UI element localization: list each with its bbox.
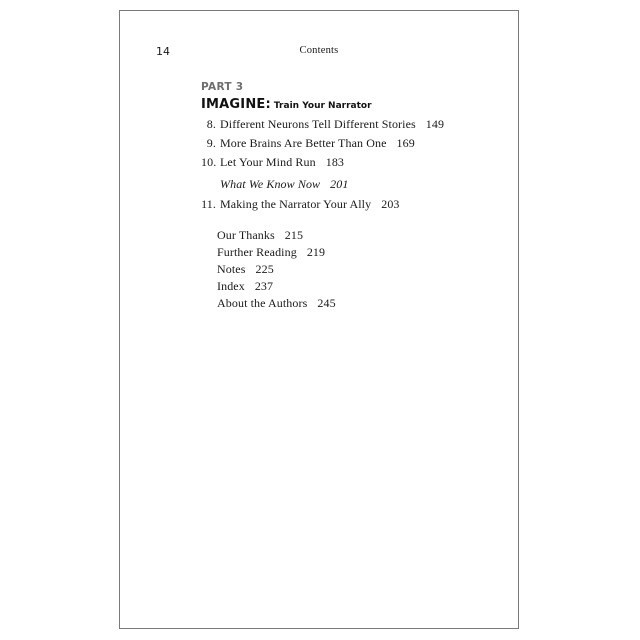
chapter-title: Different Neurons Tell Different Stories (220, 117, 416, 131)
toc-entry-chapter-10 (201, 155, 344, 170)
back-matter-page: 245 (317, 296, 336, 310)
toc-entry-our-thanks (217, 228, 303, 243)
toc-entry-chapter-11 (201, 197, 400, 212)
chapter-number: 8. (206, 117, 216, 131)
chapter-title: Making the Narrator Your Ally (220, 197, 372, 211)
back-matter-title: Index (217, 279, 245, 293)
chapter-title: Let Your Mind Run (220, 155, 316, 169)
chapter-number: 10. (201, 155, 217, 169)
toc-entry-further-reading (217, 245, 325, 260)
book-page (119, 10, 519, 629)
chapter-page: 149 (425, 117, 445, 131)
chapter-number: 11. (201, 197, 216, 211)
chapter-page: 169 (396, 136, 415, 150)
back-matter-title: Notes (217, 262, 246, 276)
interlude-page: 201 (330, 177, 349, 191)
back-matter-title: Our Thanks (217, 228, 275, 242)
toc-entry-about-the-authors (217, 296, 336, 311)
toc-entry-index (217, 279, 273, 294)
toc-entry-chapter-8 (201, 117, 444, 132)
back-matter-page: 215 (284, 228, 304, 242)
back-matter-page: 225 (255, 262, 274, 276)
back-matter-page: 219 (306, 245, 326, 259)
part-title-sub: Train Your Narrator (273, 101, 372, 111)
toc-entry-chapter-9 (201, 136, 415, 151)
back-matter-title: Further Reading (217, 245, 297, 259)
page-number: 14 (156, 45, 170, 58)
part-title-main: IMAGINE: (201, 97, 271, 112)
toc-entry-interlude (220, 177, 348, 192)
chapter-title: More Brains Are Better Than One (220, 136, 387, 150)
toc-entry-notes (217, 262, 274, 277)
chapter-page: 183 (325, 155, 345, 169)
back-matter-title: About the Authors (217, 296, 308, 310)
part-label: PART 3 (201, 81, 244, 93)
interlude-title: What We Know Now (220, 177, 321, 191)
table-of-contents (120, 11, 518, 628)
back-matter-page: 237 (254, 279, 274, 293)
chapter-page: 203 (381, 197, 400, 211)
chapter-number: 9. (206, 136, 216, 150)
running-head: Contents (299, 45, 339, 56)
